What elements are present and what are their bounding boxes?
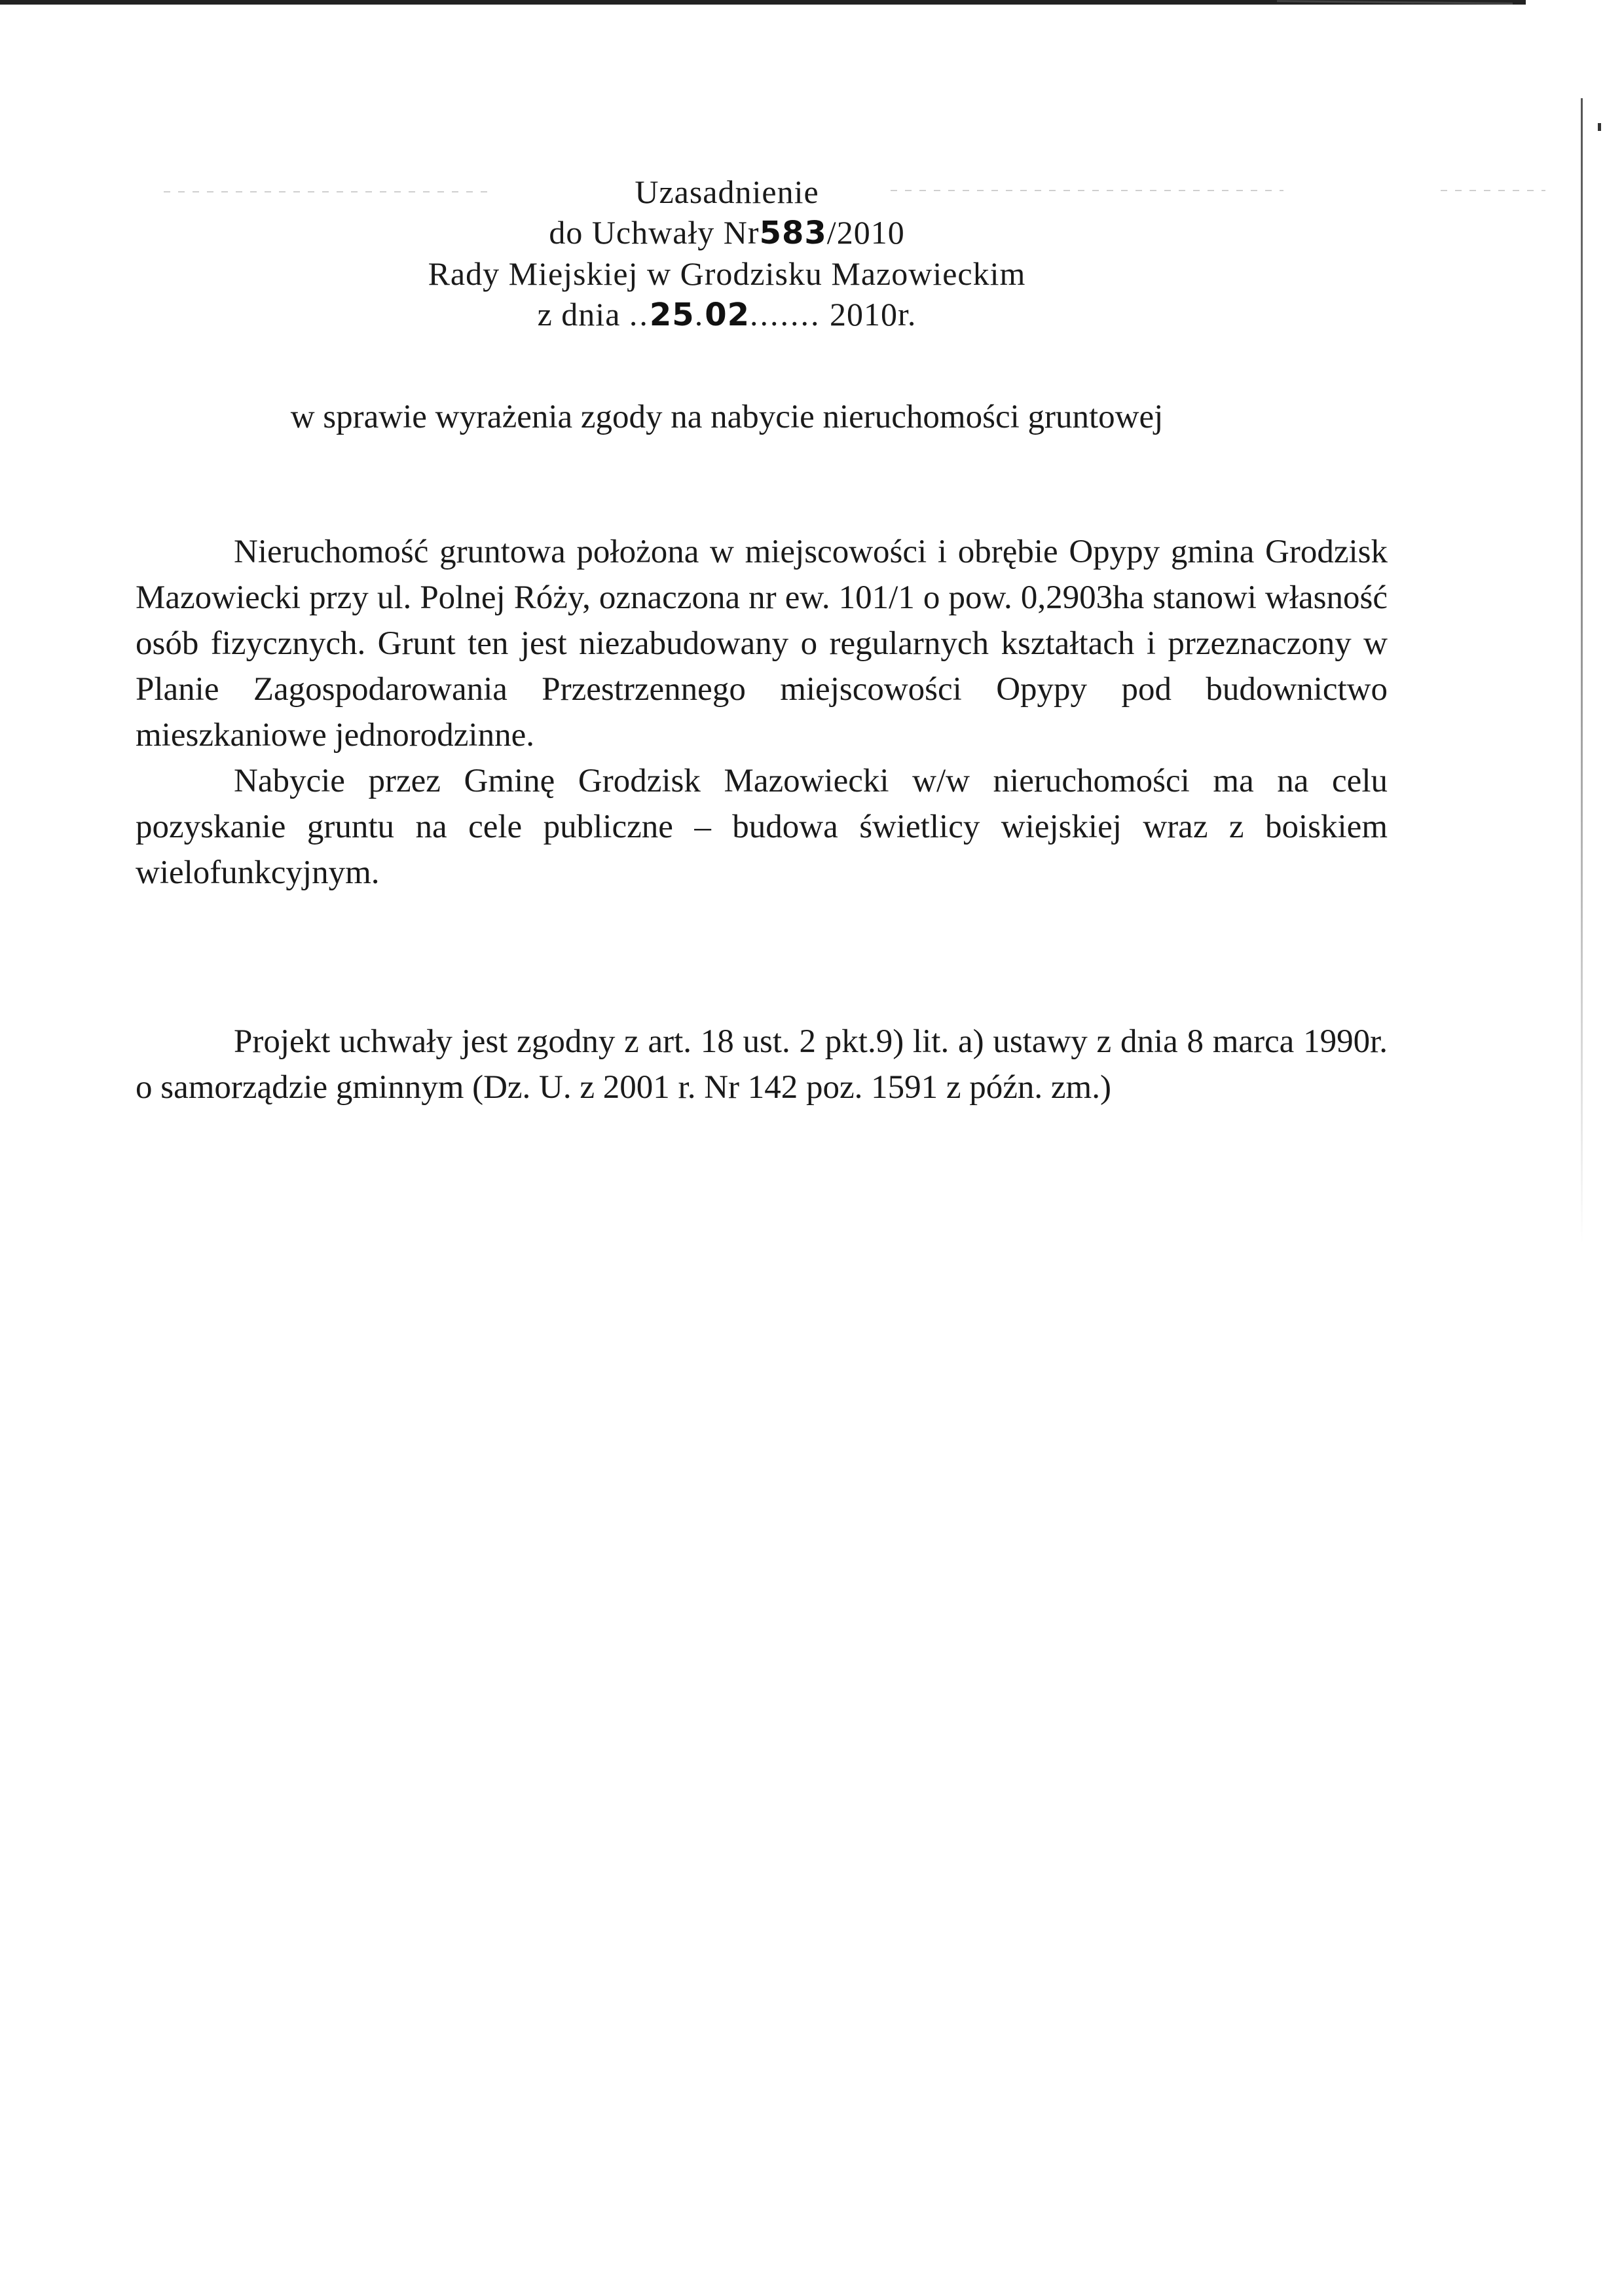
resolution-number-line: do Uchwały Nr583/2010 [549, 214, 905, 251]
council-name: Rady Miejskiej w Grodzisku Mazowieckim [428, 255, 1026, 292]
paragraph-purpose: Nabycie przez Gminę Grodzisk Mazowiecki w/w nieruchomości ma na celu pozyskanie gruntu na cele publiczne – budowa świetlicy wiejskiej wraz z boiskiem wielofunkcyjnym. [136, 763, 1388, 891]
document-header [0, 172, 1454, 335]
paragraph-legal-basis: Projekt uchwały jest zgodny z art. 18 ust. 2 pkt.9) lit. a) ustawy z dnia 8 marca 1990r. o samorządzie gminnym (Dz. U. z 2001 r. Nr 142 poz. 1591 z późn. zm.) [136, 1023, 1388, 1106]
date-line: z dnia ..25.02....... 2010r. [537, 296, 917, 333]
scan-mark [1598, 123, 1601, 131]
handwritten-resolution-number: 583 [759, 215, 827, 251]
handwritten-day: 25 [649, 297, 695, 333]
document-title: Uzasadnienie [635, 173, 819, 210]
document-subject: w sprawie wyrażenia zgody na nabycie nieruchomości gruntowej [290, 399, 1164, 435]
scan-faint-line [1441, 190, 1545, 191]
scan-right-edge [1581, 98, 1583, 1244]
paragraph-property-description: Nieruchomość gruntowa położona w miejscowości i obrębie Opypy gmina Grodzisk Mazowiecki przy ul. Polnej Róży, oznaczona nr ew. 101/1 o pow. 0,2903ha stanowi własność osób fizycznych. Grunt ten jest niezabudowany o regularnych kształtach i przeznaczony w Planie Zagospodarowania Przestrzennego miejscowości Opypy pod budownictwo mieszkaniowe jednorodzinne. Nabycie przez Gminę Grodzisk Mazowiecki w/w nieruchomości ma na celu pozyskanie gruntu na cele publiczne – budowa świetlicy wiejskiej wraz z boiskiem wielofunkcyjnym. [136, 529, 1388, 896]
handwritten-month: 02 [705, 297, 750, 333]
